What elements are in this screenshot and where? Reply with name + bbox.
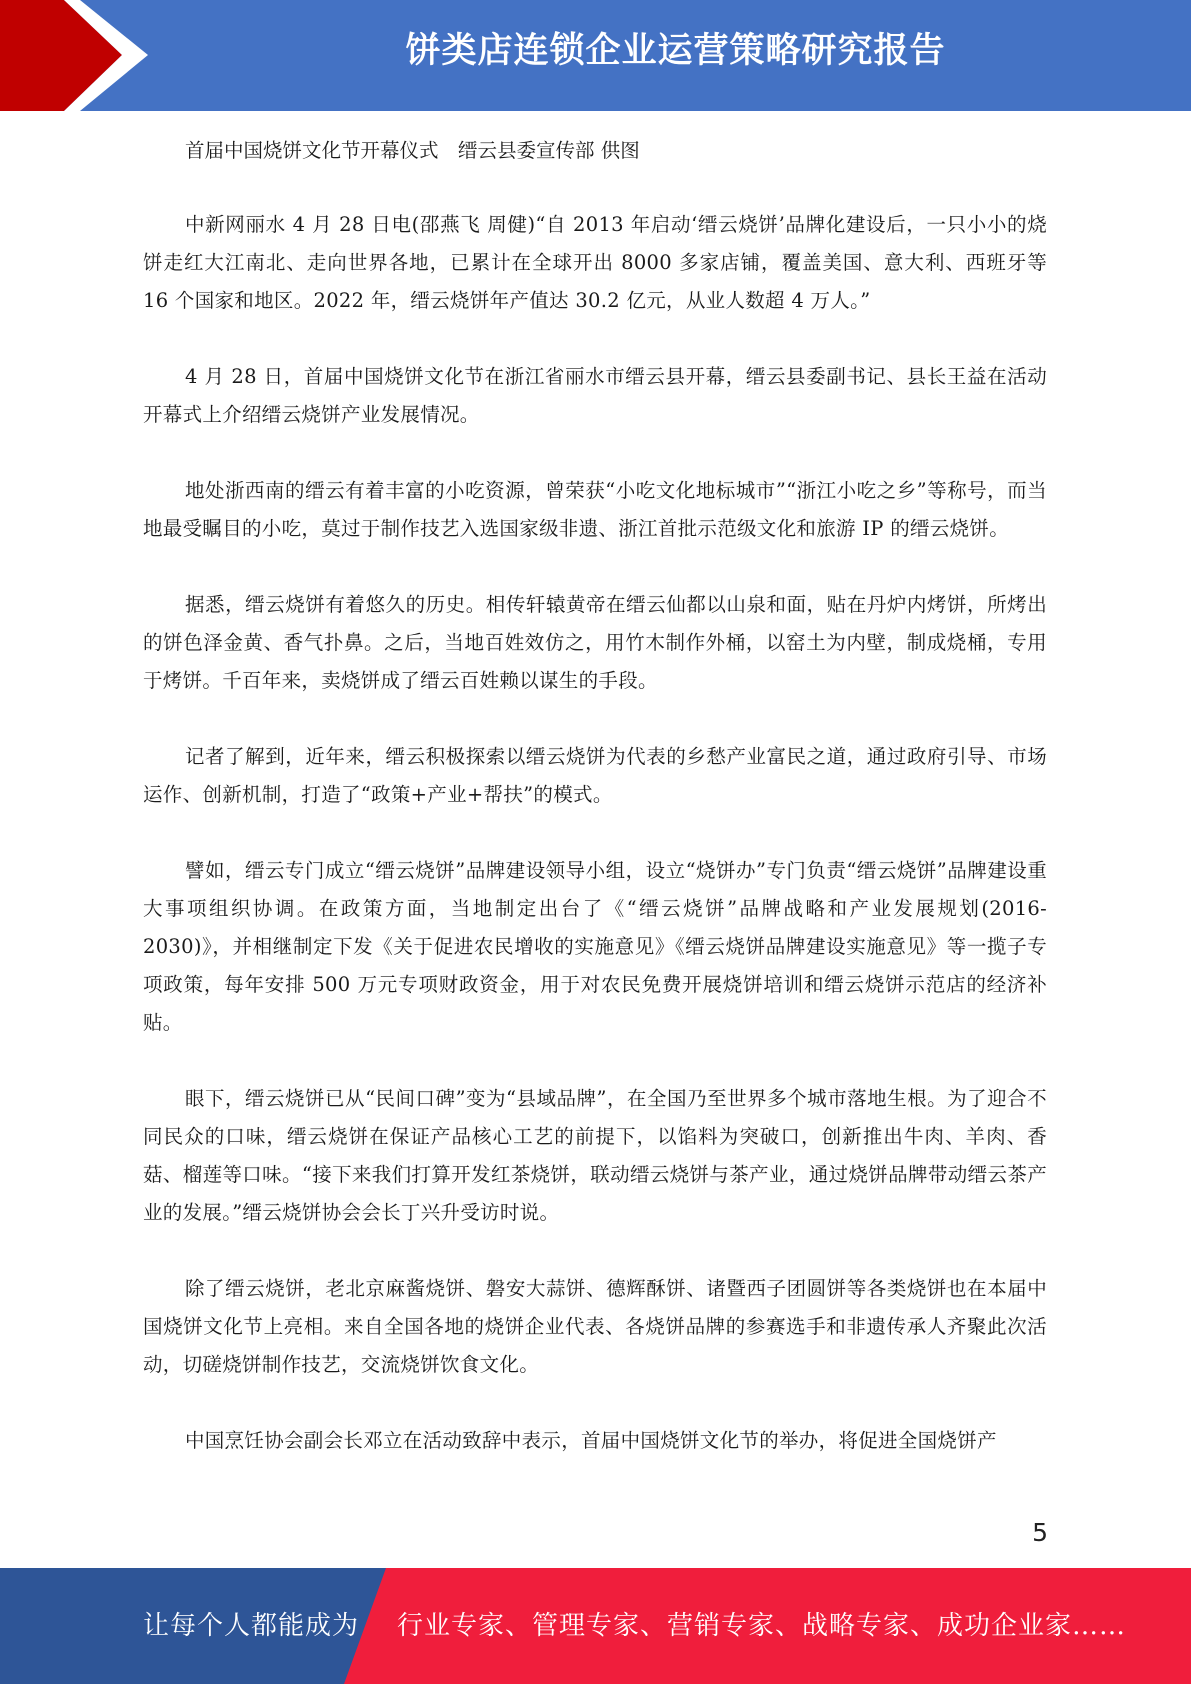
page-number: 5 (1032, 1518, 1048, 1547)
page-footer (0, 1568, 1191, 1684)
page-header (0, 0, 1191, 111)
paragraph: 譬如，缙云专门成立“缙云烧饼”品牌建设领导小组，设立“烧饼办”专门负责“缙云烧饼”品牌建设重大事项组织协调。在政策方面，当地制定出台了《“缙云烧饼”品牌战略和产业发展规划(2016-2030)》，并相继制定下发《关于促进农民增收的实施意见》《缙云烧饼品牌建设实施意见》等一揽子专项政策，每年安排 500 万元专项财政资金，用于对农民免费开展烧饼培训和缙云烧饼示范店的经济补贴。 (143, 859, 1047, 1034)
paragraph: 据悉，缙云烧饼有着悠久的历史。相传轩辕黄帝在缙云仙都以山泉和面，贴在丹炉内烤饼，所烤出的饼色泽金黄、香气扑鼻。之后，当地百姓效仿之，用竹木制作外桶，以窑土为内壁，制成烧桶，专用于烤饼。千百年来，卖烧饼成了缙云百姓赖以谋生的手段。 (143, 593, 1047, 692)
red-chevron-shape (0, 0, 122, 111)
paragraph: 地处浙西南的缙云有着丰富的小吃资源，曾荣获“小吃文化地标城市”“浙江小吃之乡”等称号，而当地最受瞩目的小吃，莫过于制作技艺入选国家级非遗、浙江首批示范级文化和旅游 IP 的缙云烧饼。 (143, 479, 1047, 540)
paragraph: 记者了解到，近年来，缙云积极探索以缙云烧饼为代表的乡愁产业富民之道，通过政府引导、市场运作、创新机制，打造了“政策+产业+帮扶”的模式。 (143, 745, 1047, 806)
footer-slogan-left: 让每个人都能成为 (143, 1611, 360, 1641)
photo-caption: 首届中国烧饼文化节开幕仪式 缙云县委宣传部 供图 (185, 139, 640, 162)
paragraph: 除了缙云烧饼，老北京麻酱烧饼、磐安大蒜饼、德辉酥饼、诸暨西子团圆饼等各类烧饼也在本届中国烧饼文化节上亮相。来自全国各地的烧饼企业代表、各烧饼品牌的参赛选手和非遗传承人齐聚此次活动，切磋烧饼制作技艺，交流烧饼饮食文化。 (143, 1277, 1047, 1376)
document-title: 饼类店连锁企业运营策略研究报告 (405, 31, 946, 71)
paragraph: 中国烹饪协会副会长邓立在活动致辞中表示，首届中国烧饼文化节的举办，将促进全国烧饼产 (185, 1429, 997, 1452)
paragraph: 中新网丽水 4 月 28 日电(邵燕飞 周健)“自 2013 年启动‘缙云烧饼’品牌化建设后，一只小小的烧饼走红大江南北、走向世界各地，已累计在全球开出 8000 多家店铺，覆盖美国、意大利、西班牙等 16 个国家和地区。2022 年，缙云烧饼年产值达 30.2 亿元，从业人数超 4 万人。” (143, 213, 1047, 312)
paragraph: 眼下，缙云烧饼已从“民间口碑”变为“县域品牌”，在全国乃至世界多个城市落地生根。为了迎合不同民众的口味，缙云烧饼在保证产品核心工艺的前提下，以馅料为突破口，创新推出牛肉、羊肉、香菇、榴莲等口味。“接下来我们打算开发红茶烧饼，联动缙云烧饼与茶产业，通过烧饼品牌带动缙云茶产业的发展。”缙云烧饼协会会长丁兴升受访时说。 (143, 1087, 1047, 1224)
footer-slogan-right: 行业专家、管理专家、营销专家、战略专家、成功企业家…… (397, 1611, 1127, 1641)
article-body (143, 132, 1047, 1498)
paragraph: 4 月 28 日，首届中国烧饼文化节在浙江省丽水市缙云县开幕，缙云县委副书记、县长王益在活动开幕式上介绍缙云烧饼产业发展情况。 (143, 365, 1047, 426)
